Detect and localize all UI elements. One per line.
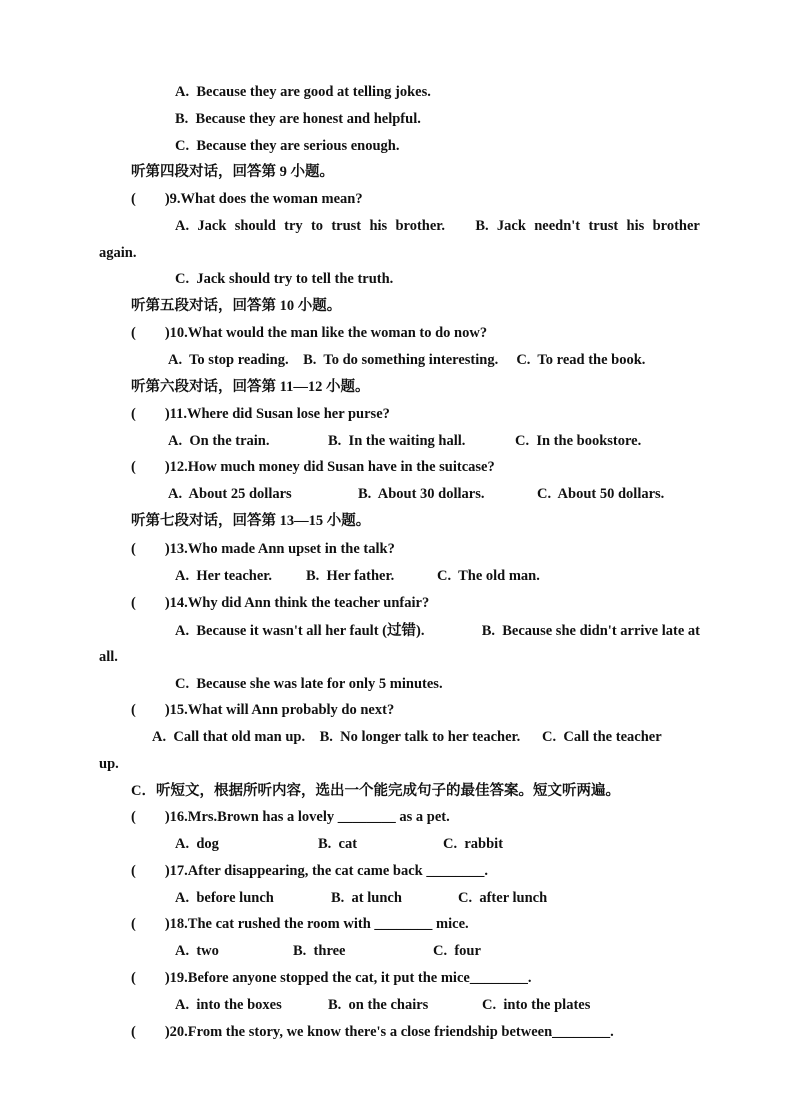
section-4-heading: 听第四段对话，回答第 9 小题。 — [131, 164, 334, 180]
word: needn't — [534, 218, 581, 234]
q12-option-c: C. About 50 dollars. — [537, 486, 665, 502]
q11-option-b: B. In the waiting hall. — [328, 433, 466, 449]
word: A. — [175, 218, 190, 234]
q17-option-b: B. at lunch — [331, 890, 402, 906]
word: try — [284, 218, 303, 234]
q11-option-c: C. In the bookstore. — [515, 433, 642, 449]
q15-options: A. Call that old man up. B. No longer talk to her teacher. C. Call the teacher — [152, 729, 662, 745]
q18-option-b: B. three — [293, 943, 346, 959]
q16-option-b: B. cat — [318, 836, 358, 852]
q15-option-c-continuation: up. — [99, 756, 119, 772]
q16-option-c: C. rabbit — [443, 836, 504, 852]
word: B. — [475, 218, 489, 234]
q14-option-c: C. Because she was late for only 5 minutes. — [175, 676, 443, 692]
q19-option-a: A. into the boxes — [175, 997, 282, 1013]
q14-option-b: B. Because she didn't arrive late at — [481, 623, 700, 639]
question-17: ( )17.After disappearing, the cat came back ________. — [131, 863, 488, 879]
q8-option-a: A. Because they are good at telling jokes. — [175, 84, 431, 100]
question-9: ( )9.What does the woman mean? — [131, 191, 363, 207]
question-20: ( )20.From the story, we know there's a close friendship between________. — [131, 1024, 614, 1040]
q18-option-c: C. four — [433, 943, 481, 959]
word: his — [626, 218, 645, 234]
q13-option-a: A. Her teacher. — [175, 568, 273, 584]
word: brother. — [395, 218, 446, 234]
section-c-heading: C．听短文，根据所听内容，选出一个能完成句子的最佳答案。短文听两遍。 — [131, 783, 620, 799]
word: his — [369, 218, 388, 234]
q11-option-a: A. On the train. — [168, 433, 270, 449]
word: trust — [588, 218, 619, 234]
question-14: ( )14.Why did Ann think the teacher unfair? — [131, 595, 430, 611]
section-7-heading: 听第七段对话，回答第 13—15 小题。 — [131, 513, 371, 529]
question-16: ( )16.Mrs.Brown has a lovely ________ as a pet. — [131, 809, 450, 825]
question-18: ( )18.The cat rushed the room with ________ mice. — [131, 916, 469, 932]
q19-option-c: C. into the plates — [482, 997, 591, 1013]
q9-option-b-continuation: again. — [99, 245, 137, 261]
q13-option-c: C. The old man. — [437, 568, 540, 584]
q9-options-ab — [175, 217, 700, 235]
q18-option-a: A. two — [175, 943, 219, 959]
question-13: ( )13.Who made Ann upset in the talk? — [131, 541, 395, 557]
question-12: ( )12.How much money did Susan have in the suitcase? — [131, 459, 495, 475]
q17-option-a: A. before lunch — [175, 890, 274, 906]
section-6-heading: 听第六段对话，回答第 11—12 小题。 — [131, 379, 370, 395]
word: to — [310, 218, 324, 234]
question-10: ( )10.What would the man like the woman to do now? — [131, 325, 488, 341]
question-11: ( )11.Where did Susan lose her purse? — [131, 406, 390, 422]
question-19: ( )19.Before anyone stopped the cat, it put the mice________. — [131, 970, 532, 986]
q12-option-b: B. About 30 dollars. — [358, 486, 485, 502]
question-15: ( )15.What will Ann probably do next? — [131, 702, 395, 718]
word: Jack — [197, 218, 227, 234]
q19-option-b: B. on the chairs — [328, 997, 429, 1013]
q9-option-c: C. Jack should try to tell the truth. — [175, 271, 394, 287]
q17-option-c: C. after lunch — [458, 890, 548, 906]
word: brother — [652, 218, 700, 234]
q8-option-c: C. Because they are serious enough. — [175, 138, 400, 154]
word: Jack — [496, 218, 526, 234]
q12-option-a: A. About 25 dollars — [168, 486, 292, 502]
section-5-heading: 听第五段对话，回答第 10 小题。 — [131, 298, 342, 314]
word: should — [234, 218, 276, 234]
q13-option-b: B. Her father. — [306, 568, 395, 584]
q10-options: A. To stop reading. B. To do something interesting. C. To read the book. — [168, 352, 646, 368]
q16-option-a: A. dog — [175, 836, 219, 852]
q14-option-a: A. Because it wasn't all her fault (过错). — [175, 623, 425, 639]
q14-option-b-continuation: all. — [99, 649, 118, 665]
word: trust — [331, 218, 362, 234]
q8-option-b: B. Because they are honest and helpful. — [175, 111, 421, 127]
